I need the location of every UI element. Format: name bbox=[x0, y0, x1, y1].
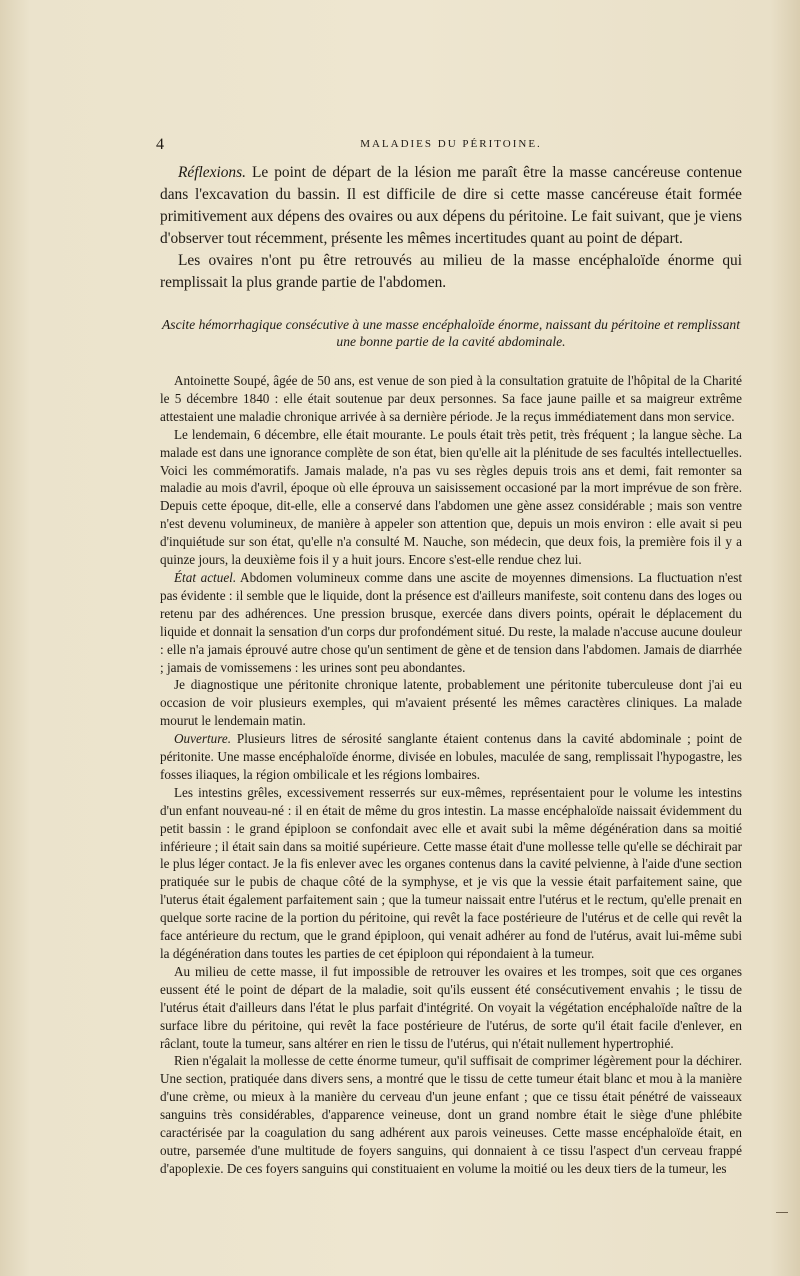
paragraph bbox=[160, 569, 742, 676]
reflections-section bbox=[160, 162, 742, 294]
paragraph-text: Plusieurs litres de sérosité sanglante étaient contenus dans la cavité abdominale ; point de péritonite. Une masse encéphaloïde énorme, divisée en lobules, maculée de sang, remplissait l'hypogastre, les fosses iliaques, la région ombilicale et les régions lombaires. bbox=[160, 731, 742, 782]
paragraph-text: Abdomen volumineux comme dans une ascite de moyennes dimensions. La fluctuation n'est pas évidente : il semble que le liquide, dont la présence est d'ailleurs manifeste, soit contenu dans des loges ou retenu par des adhérences. Une pression brusque, exercée dans divers points, opérait le déplacement du liquide et donnait la sensation d'un corps dur profondément situé. Du reste, la malade n'accuse aucune douleur : elle n'a jamais éprouvé autre chose qu'un sentiment de gène et de tension dans l'abdomen. Jamais de diarrhée ; jamais de vomissemens : les urines sont peu abondantes. bbox=[160, 569, 743, 675]
body-text bbox=[160, 162, 742, 1178]
paragraph: Antoinette Soupé, âgée de 50 ans, est venue de son pied à la consultation gratuite de l'hôpital de la Charité le 5 décembre 1840 : elle était soutenue par deux personnes. Sa face jaune paille et sa maigreur extrême attestaient une maladie chronique arrivée à sa dernière période. Je la reçus immédiatement dans mon service. bbox=[160, 373, 742, 424]
paragraph: Au milieu de cette masse, il fut impossible de retrouver les ovaires et les trompes, soit que ces organes eussent été le point de départ de la maladie, soit qu'ils eussent été consécutivement envahis ; le tissu de l'utérus était d'ailleurs dans l'état le plus parfait d'intégrité. On voyait la végétation encéphaloïde naître de la surface libre du péritoine, qui revêt la face postérieure de l'utérus, de sorte qu'il était facile d'enlever, en râclant, toute la tumeur, sans altérer en rien le tissu de l'utérus, qui n'était nullement hypertrophié. bbox=[160, 963, 742, 1051]
paragraph-text: Le point de départ de la lésion me paraît être la masse cancéreuse contenue dans l'excavation du bassin. Il est difficile de dire si cette masse cancéreuse était formée primitivement aux dépens des ovaires ou aux dépens du péritoine. Le fait suivant, que je viens d'observer tout récemment, présente les mêmes incertitudes quant au point de départ. bbox=[160, 164, 742, 247]
paragraph: Rien n'égalait la mollesse de cette énorme tumeur, qu'il suffisait de comprimer légèrement pour la déchirer. Une section, pratiquée dans divers sens, a montré que le tissu de cette tumeur était blanc et mou à la manière d'une crème, ou mieux à la manière du cerveau d'un jeune enfant ; que ce tissu était pénétré de vaisseaux sanguins très considérables, d'apparence veineuse, dont un grand nombre était le siège d'une phlébite caractérisée par la coagulation du sang adhérent aux parois veineuses. Cette masse encéphaloïde était, en outre, parsemée d'une multitude de foyers sanguins, qui donnaient à ce tissu l'aspect d'un cerveau frappé d'apoplexie. De ces foyers sanguins qui constituaient en volume la moitié ou les deux tiers de la tumeur, les bbox=[160, 1053, 742, 1176]
page-number: 4 bbox=[156, 136, 164, 153]
paragraph: Le lendemain, 6 décembre, elle était mourante. Le pouls était très petit, très fréquent ; la langue sèche. La malade est dans une ignorance complète de son état, bien qu'elle ait la plénitude de ses facultés intellectuelles. Voici les commémoratifs. Jamais malade, n'a pas vu ses règles depuis trois ans et demi, fait remonter sa maladie au mois d'avril, époque où elle éprouva un saisissement occasioné par la mort imprévue de son frère. Depuis cette époque, dit-elle, elle a conservé dans l'abdomen une gène assez considérable ; mais son ventre n'est devenu volumineux, de manière à appeler son attention que, depuis un mois environ : elle avait si peu d'inquiétude sur son état, qu'elle n'a consulté M. Nauche, son médecin, que deux fois, la première fois il y a quinze jours, la deuxième fois il y a huit jours. Encore s'est-elle rendue chez lui. bbox=[160, 426, 742, 568]
paragraph: Je diagnostique une péritonite chronique latente, probablement une péritonite tuberculeuse dont j'ai eu occasion de voir plusieurs exemples, qui m'avaient présenté les mêmes caractères cliniques. La malade mourut le lendemain matin. bbox=[160, 677, 742, 729]
page-header bbox=[156, 138, 746, 158]
paragraph bbox=[160, 730, 742, 784]
paragraph-lead: État actuel. bbox=[174, 569, 237, 585]
paragraph-lead: Réflexions. bbox=[178, 164, 246, 181]
margin-mark bbox=[776, 1212, 788, 1213]
paragraph: Les intestins grêles, excessivement resserrés sur eux-mêmes, représentaient pour le volume les intestins d'un enfant nouveau-né : il en était de même du gros intestin. La masse encéphaloïde naissait évidemment du petit bassin : le grand épiploon se confondait avec elle et avait subi la même dégénération dans sa moitié inférieure ; il était sain dans sa moitié supérieure. Cette masse était d'une mollesse telle qu'elle se déchirait par le plus léger contact. Je la fis enlever avec les organes contenus dans la cavité pelvienne, à l'aide d'une section pratiquée sur le pubis de chaque côté de la symphyse, et je vis que la vessie était parfaitement saine, que l'uterus était également parfaitement sain ; que la tumeur naissait entre l'utérus et le rectum, qu'elle prenait en quelque sorte racine de la portion du péritoine, qui revêt la face postérieure de l'utérus et de celle qui revêt la face antérieure du rectum, que le grand épiploon, qui venait adhérer au fond de l'utérus, avait lui-même subi la dégénération dans toutes les parties de cet épiploon qui répondaient à la tumeur. bbox=[160, 784, 742, 961]
case-title: Ascite hémorrhagique consécutive à une masse encéphaloïde énorme, naissant du péritoine et remplissant une bonne partie de la cavité abdominale. bbox=[162, 317, 740, 349]
running-head: MALADIES DU PÉRITOINE. bbox=[360, 138, 542, 150]
paragraph: Les ovaires n'ont pu être retrouvés au milieu de la masse encéphaloïde énorme qui remplissait la plus grande partie de l'abdomen. bbox=[160, 252, 742, 291]
paragraph-lead: Ouverture. bbox=[174, 731, 232, 747]
paragraph bbox=[160, 162, 742, 250]
case-section bbox=[160, 372, 742, 1178]
